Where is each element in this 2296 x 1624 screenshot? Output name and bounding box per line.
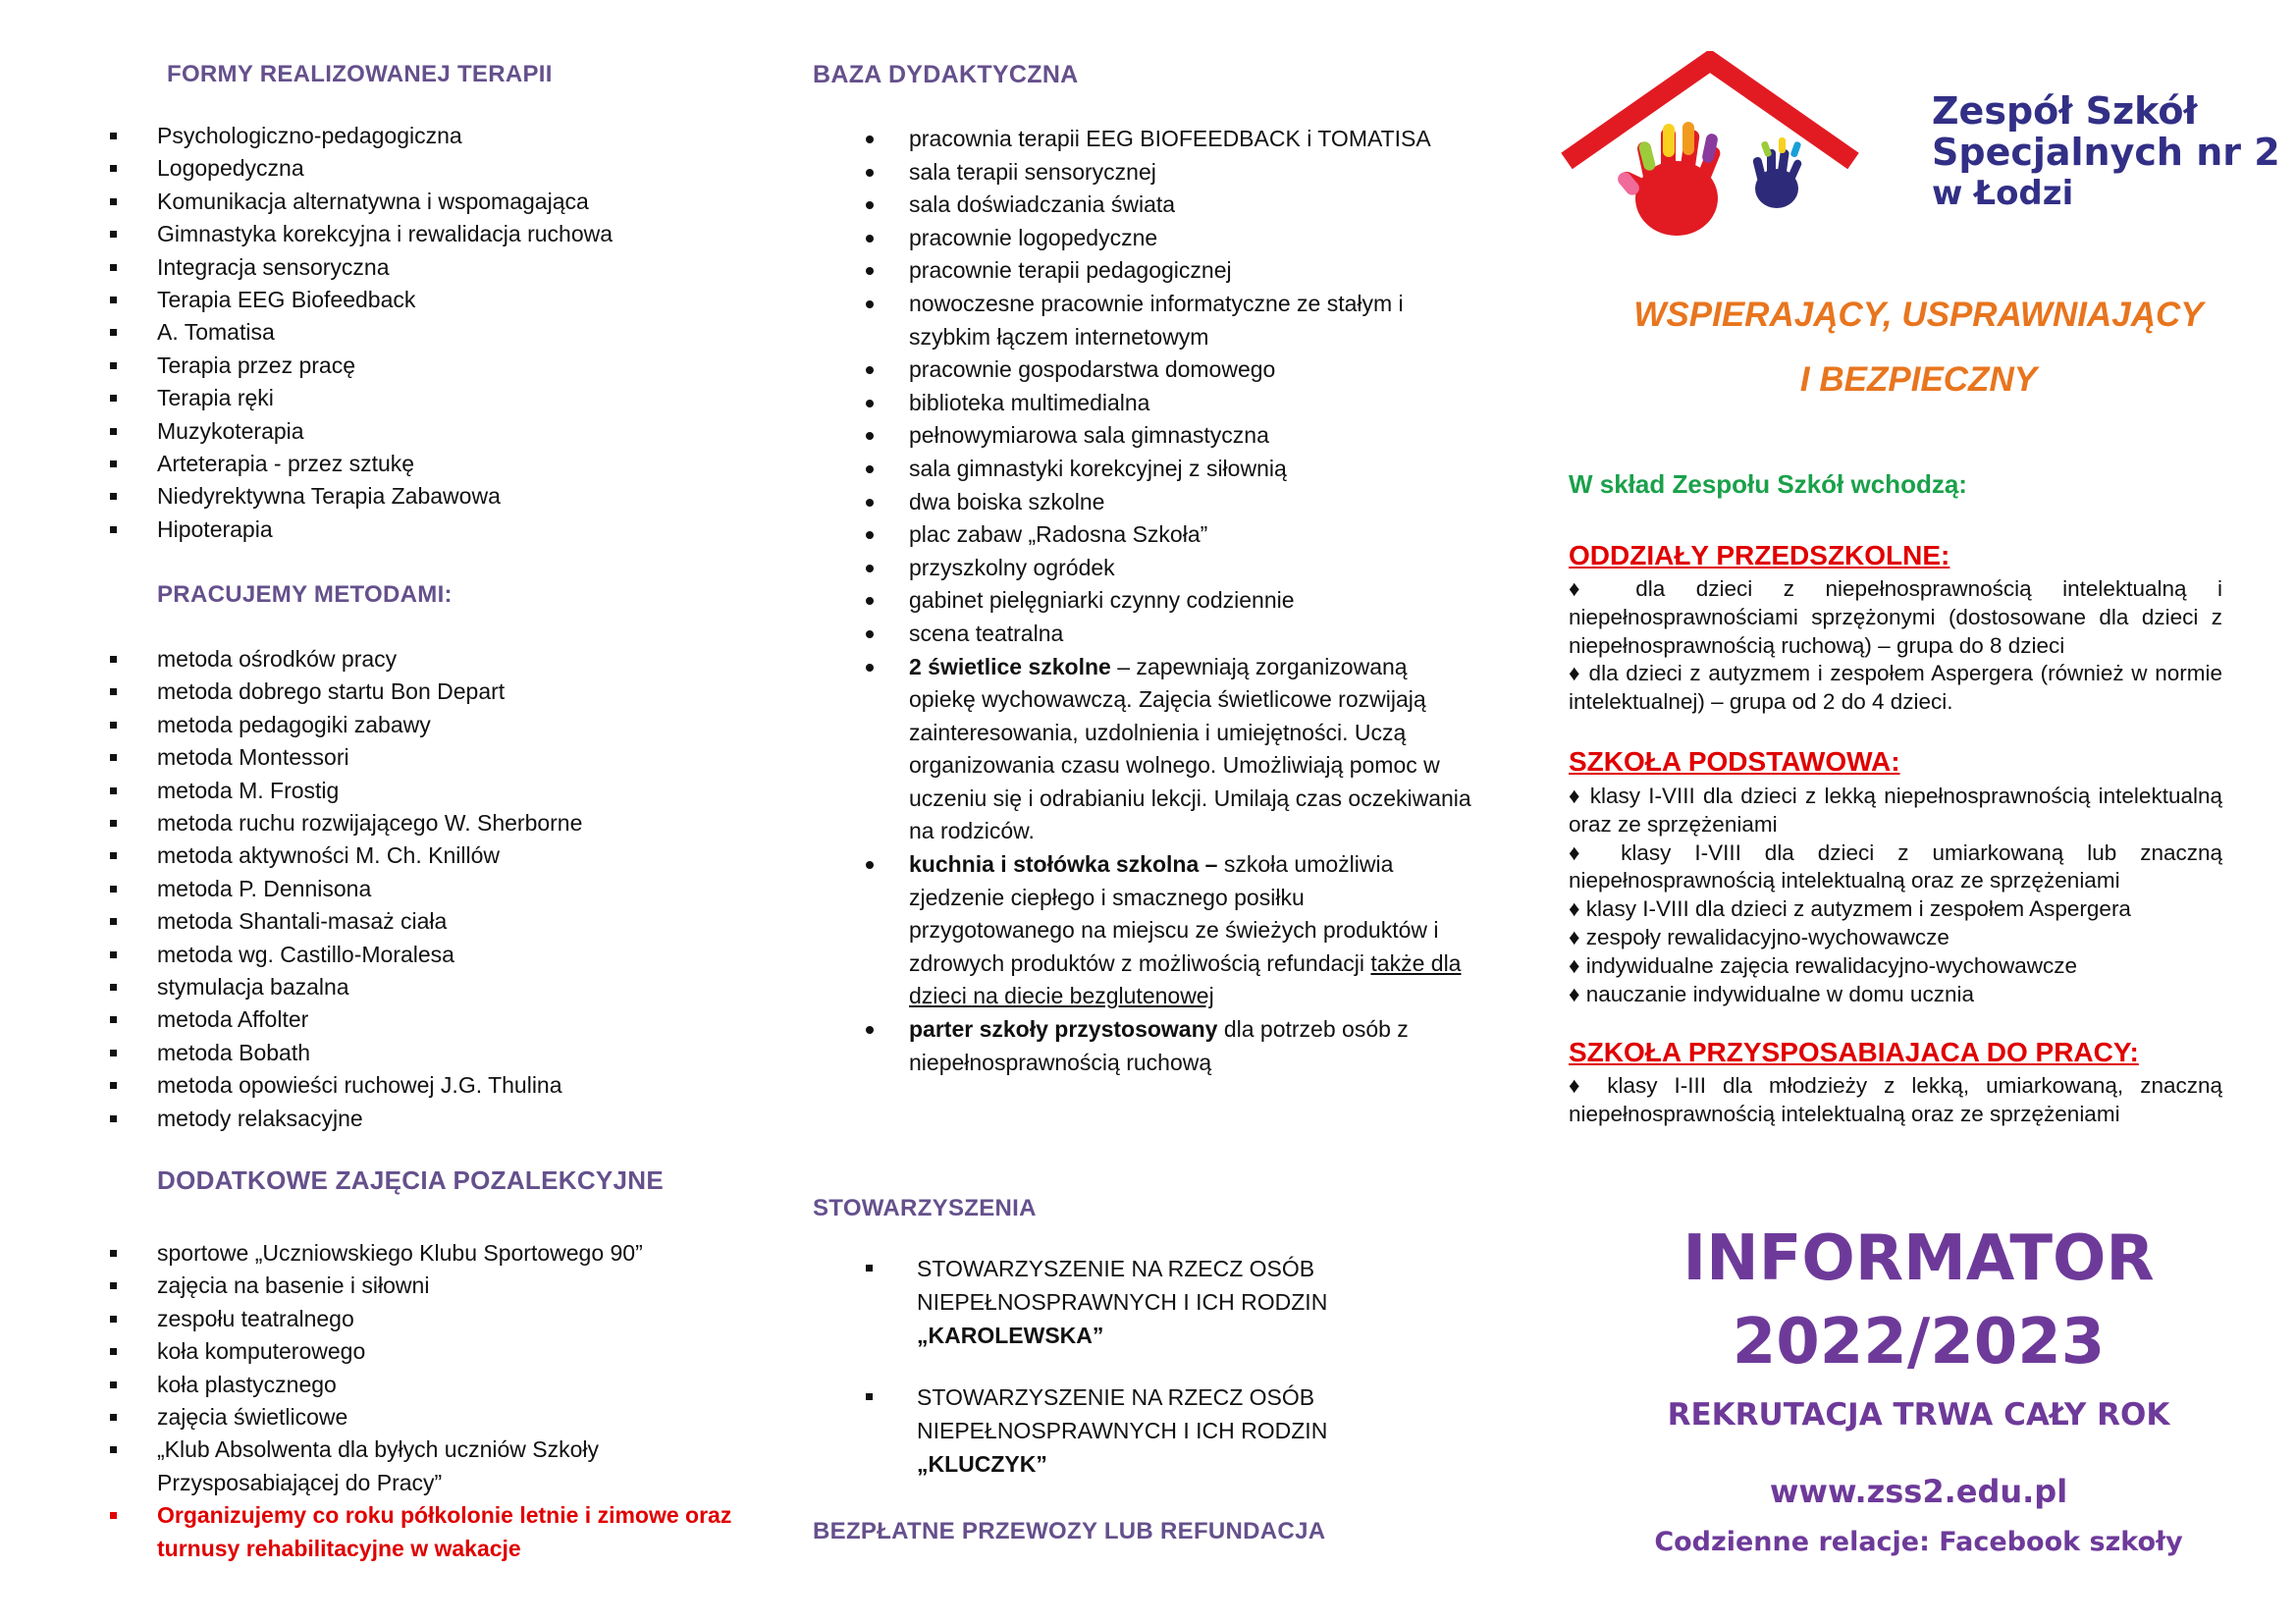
- extra-activity-item: sportowe „Uczniowskiego Klubu Sportowego 90”: [110, 1237, 738, 1270]
- common-room-item: 2 świetlice szkolne – zapewniają zorganizowaną opiekę wychowawczą. Zajęcia świetlicowe rozwijają zainteresowania, uzdolnienia i umiejętności. Uczą organizowania czasu wolnego. Umożliwiają pomoc w uczeniu się i odrabianiu lekcji. Umilają czas oczekiwania na rodziców.: [866, 651, 1474, 849]
- method-item: metoda Montessori: [110, 741, 738, 774]
- association-text: STOWARZYSZENIE NA RZECZ OSÓB NIEPEŁNOSPRAWNYCH I ICH RODZIN: [917, 1256, 1328, 1315]
- method-item: metoda Affolter: [110, 1003, 738, 1036]
- extra-activity-item: zespołu teatralnego: [110, 1303, 738, 1335]
- therapy-heading: FORMY REALIZOWANEJ TERAPII: [167, 61, 553, 87]
- method-item: metoda Bobath: [110, 1037, 738, 1069]
- primary-line: ♦ klasy I-VIII dla dzieci z lekką niepełnosprawnością intelektualną oraz ze sprzężeniami: [1569, 784, 2222, 837]
- holiday-camps-note: Organizujemy co roku półkolonie letnie i zimowe oraz turnusy rehabilitacyjne w wakacje: [110, 1499, 738, 1565]
- primary-line: ♦ klasy I-VIII dla dzieci z autyzmem i zespołem Aspergera: [1569, 896, 2131, 922]
- method-item: metoda aktywności M. Ch. Knillów: [110, 839, 738, 872]
- therapy-item: Psychologiczno-pedagogiczna: [110, 120, 738, 152]
- website-link[interactable]: www.zss2.edu.pl: [1769, 1473, 2068, 1510]
- school-name: Zespół Szkół Specjalnych nr 2 w Łodzi: [1932, 89, 2280, 213]
- method-item: metoda ośrodków pracy: [110, 643, 738, 676]
- school-logo: [1561, 51, 1875, 247]
- composition-heading: W skład Zespołu Szkół wchodzą:: [1569, 469, 1967, 499]
- facility-item: scena teatralna: [866, 618, 1474, 651]
- association-karolewska: [866, 1252, 1506, 1352]
- primary-line: ♦ indywidualne zajęcia rewalidacyjno-wychowawcze: [1569, 952, 2077, 978]
- method-item: metoda P. Dennisona: [110, 873, 738, 905]
- method-item: metoda dobrego startu Bon Depart: [110, 676, 738, 708]
- blue-hand-icon: [1752, 149, 1803, 208]
- preschool-line: ♦ dla dzieci z niepełnosprawnością intelektualną i niepełnosprawnościami sprzężonymi (dostosowane dla dzieci z niepełnosprawnością ruchową) – grupa do 8 dzieci: [1569, 576, 2222, 658]
- accessible-ground-floor-item: parter szkoły przystosowany dla potrzeb osób z niepełnosprawnością ruchową: [866, 1013, 1474, 1079]
- therapy-item: Komunikacja alternatywna i wspomagająca: [110, 186, 738, 218]
- extra-activity-item: „Klub Absolwenta dla byłych uczniów Szkoły Przysposabiającej do Pracy”: [110, 1434, 738, 1499]
- preschool-description: [1569, 575, 2222, 717]
- method-item: metoda wg. Castillo-Moralesa: [110, 939, 738, 971]
- therapy-item: Terapia ręki: [110, 382, 738, 414]
- facility-item: przyszkolny ogródek: [866, 552, 1474, 585]
- facility-item: sala terapii sensorycznej: [866, 156, 1474, 189]
- therapy-list: [110, 120, 738, 546]
- therapy-item: A. Tomatisa: [110, 316, 738, 349]
- kitchen-item: kuchnia i stołówka szkolna – szkoła umożliwia zjedzenie ciepłego i smacznego posiłku przygotowanego na miejscu ze świeżych produktów i zdrowych produktów z możliwością refundacji także dla dzieci na diecie bezglutenowej: [866, 848, 1474, 1013]
- facility-item: dwa boiska szkolne: [866, 486, 1474, 519]
- method-item: metoda opowieści ruchowej J.G. Thulina: [110, 1069, 738, 1102]
- methods-list: [110, 643, 738, 1135]
- therapy-item: Integracja sensoryczna: [110, 251, 738, 284]
- base-heading: BAZA DYDAKTYCZNA: [813, 61, 1079, 88]
- therapy-item: Terapia przez pracę: [110, 350, 738, 382]
- therapy-item: Arteterapia - przez sztukę: [110, 448, 738, 480]
- facility-item: sala gimnastyki korekcyjnej z siłownią: [866, 453, 1474, 486]
- therapy-item: Niedyrektywna Terapia Zabawowa: [110, 480, 738, 513]
- work-school-line: ♦ klasy I-III dla młodzieży z lekką, umiarkowaną, znaczną niepełnosprawnością intelektualną oraz ze sprzężeniami: [1569, 1073, 2222, 1126]
- method-item: metoda ruchu rozwijającego W. Sherborne: [110, 807, 738, 839]
- assoc-heading: STOWARZYSZENIA: [813, 1195, 1037, 1221]
- extra-activity-item: koła plastycznego: [110, 1369, 738, 1401]
- facility-item: pracownie logopedyczne: [866, 222, 1474, 255]
- therapy-item: Muzykoterapia: [110, 415, 738, 448]
- facility-item: nowoczesne pracownie informatyczne ze stałym i szybkim łączem internetowym: [866, 288, 1474, 353]
- work-school-description: [1569, 1072, 2222, 1129]
- association-kluczyk: [866, 1380, 1506, 1481]
- facility-item: biblioteka multimedialna: [866, 387, 1474, 420]
- primary-line: ♦ klasy I-VIII dla dzieci z umiarkowaną lub znaczną niepełnosprawnością intelektualną oraz ze sprzężeniami: [1569, 839, 2222, 893]
- facility-item: pełnowymiarowa sala gimnastyczna: [866, 419, 1474, 453]
- informator-title: INFORMATOR: [1682, 1222, 2155, 1295]
- primary-description: [1569, 783, 2222, 1008]
- therapy-item: Gimnastyka korekcyjna i rewalidacja ruchowa: [110, 218, 738, 250]
- extra-list: [110, 1237, 738, 1565]
- extra-activity-item: zajęcia świetlicowe: [110, 1401, 738, 1434]
- method-item: metoda pedagogiki zabawy: [110, 709, 738, 741]
- work-school-heading: SZKOŁA PRZYSPOSABIAJACA DO PRACY:: [1569, 1037, 2139, 1067]
- facility-item: pracownie gospodarstwa domowego: [866, 353, 1474, 387]
- methods-heading: PRACUJEMY METODAMI:: [157, 581, 453, 608]
- extra-activity-item: koła komputerowego: [110, 1335, 738, 1368]
- base-list: [866, 123, 1474, 1079]
- slogan: WSPIERAJĄCY, USPRAWNIAJĄCY I BEZPIECZNY: [1633, 296, 2204, 399]
- association-name: „KAROLEWSKA”: [917, 1323, 1104, 1348]
- facility-item: pracownie terapii pedagogicznej: [866, 254, 1474, 288]
- association-text: STOWARZYSZENIE NA RZECZ OSÓB NIEPEŁNOSPRAWNYCH I ICH RODZIN: [917, 1384, 1328, 1443]
- school-year: 2022/2023: [1732, 1306, 2106, 1379]
- facility-item: pracownia terapii EEG BIOFEEDBACK i TOMATISA: [866, 123, 1474, 156]
- extra-activity-item: zajęcia na basenie i siłowni: [110, 1270, 738, 1302]
- method-item: metody relaksacyjne: [110, 1103, 738, 1135]
- primary-heading: SZKOŁA PODSTAWOWA:: [1569, 746, 1900, 777]
- transport-heading: BEZPŁATNE PRZEWOZY LUB REFUNDACJA: [813, 1518, 1326, 1544]
- therapy-item: Logopedyczna: [110, 152, 738, 185]
- preschool-line: ♦ dla dzieci z autyzmem i zespołem Aspergera (również w normie intelektualnej) – grupa od 2 do 4 dzieci.: [1569, 661, 2222, 715]
- primary-line: ♦ nauczanie indywidualne w domu ucznia: [1569, 981, 1974, 1006]
- method-item: metoda Shantali-masaż ciała: [110, 905, 738, 938]
- therapy-item: Hipoterapia: [110, 514, 738, 546]
- facility-item: plac zabaw „Radosna Szkoła”: [866, 518, 1474, 552]
- facebook-note: Codzienne relacje: Facebook szkoły: [1654, 1527, 2183, 1557]
- therapy-item: Terapia EEG Biofeedback: [110, 284, 738, 316]
- recruitment-note: REKRUTACJA TRWA CAŁY ROK: [1667, 1397, 2170, 1433]
- association-name: „KLUCZYK”: [917, 1451, 1047, 1477]
- facility-item: gabinet pielęgniarki czynny codziennie: [866, 584, 1474, 618]
- facility-item: sala doświadczania świata: [866, 189, 1474, 222]
- method-item: metoda M. Frostig: [110, 775, 738, 807]
- preschool-heading: ODDZIAŁY PRZEDSZKOLNE:: [1569, 540, 1950, 570]
- method-item: stymulacja bazalna: [110, 971, 738, 1003]
- extra-heading: DODATKOWE ZAJĘCIA POZALEKCYJNE: [157, 1165, 665, 1195]
- primary-line: ♦ zespoły rewalidacyjno-wychowawcze: [1569, 924, 1949, 949]
